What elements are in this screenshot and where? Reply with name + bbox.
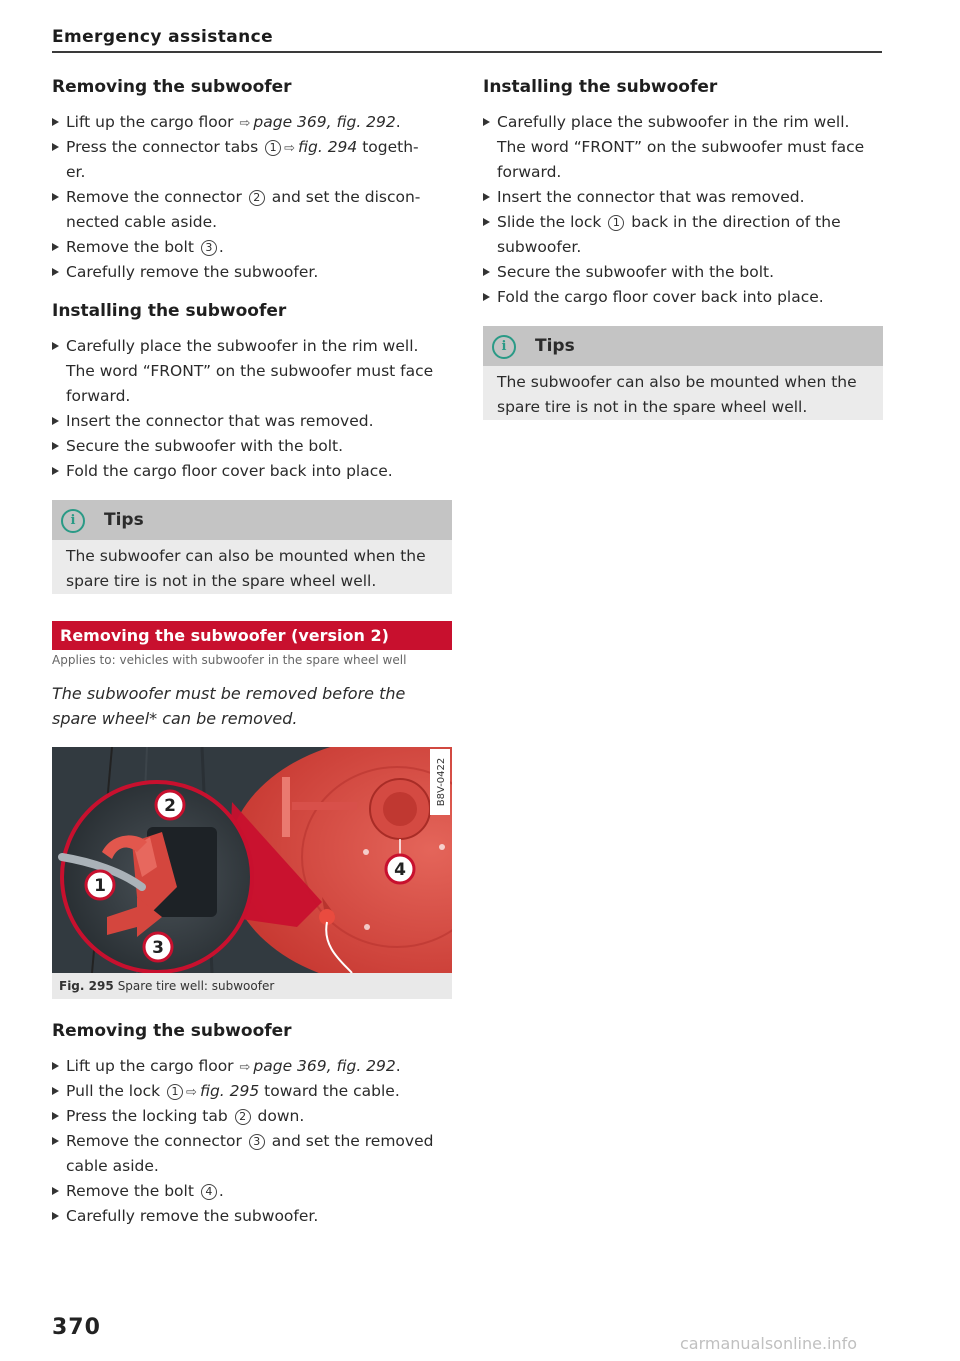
callout-2 [156, 791, 184, 819]
step: Remove the connector 2 and set the discon- [52, 185, 420, 210]
figure-caption: Fig. 295 Spare tire well: subwoofer [52, 973, 452, 999]
section-heading-bar: Removing the subwoofer (version 2) [52, 621, 452, 650]
bullet-triangle-icon [52, 467, 59, 475]
bullet-triangle-icon [483, 293, 490, 301]
section-title: Emergency assistance [52, 27, 274, 47]
tips-title: Tips [104, 510, 144, 530]
tips-title: Tips [535, 336, 575, 356]
bullet-triangle-icon [52, 193, 59, 201]
info-icon: i [492, 335, 516, 359]
bullet-triangle-icon [52, 1062, 59, 1070]
step-continuation: cable aside. [66, 1157, 159, 1175]
step: Remove the connector 3 and set the removed [52, 1129, 433, 1154]
tips-header [52, 500, 452, 540]
callout-number-icon: 2 [235, 1109, 251, 1125]
step: Remove the bolt 4 . [52, 1179, 224, 1204]
step: Secure the subwoofer with the bolt. [52, 434, 343, 459]
bullet-triangle-icon [52, 1212, 59, 1220]
arrow-right-icon: ⇨ [239, 116, 251, 131]
bullet-triangle-icon [483, 218, 490, 226]
bullet-triangle-icon [52, 268, 59, 276]
step: Carefully place the subwoofer in the rim well. [483, 110, 849, 135]
step: Press the locking tab 2 down. [52, 1104, 304, 1129]
figure-reference-link[interactable]: fig. 295 [199, 1082, 260, 1100]
page-reference-link[interactable]: page 369, fig. 292 [253, 1057, 396, 1075]
figure-reference-link[interactable]: fig. 294 [297, 138, 358, 156]
step-continuation: er. [66, 163, 86, 181]
bullet-triangle-icon [483, 268, 490, 276]
callout-number-icon: 1 [265, 140, 281, 156]
intro-text: The subwoofer must be removed before the [52, 684, 406, 703]
bullet-triangle-icon [52, 342, 59, 350]
removing-title: Removing the subwoofer [52, 1021, 292, 1041]
bullet-triangle-icon [483, 193, 490, 201]
step: Carefully place the subwoofer in the rim well. [52, 334, 418, 359]
tips-box [52, 500, 452, 594]
installing-title: Installing the subwoofer [52, 301, 287, 321]
bullet-triangle-icon [52, 243, 59, 251]
svg-text:1: 1 [94, 876, 106, 896]
info-icon: i [61, 509, 85, 533]
svg-text:3: 3 [152, 938, 164, 958]
step: Lift up the cargo floor ⇨ page 369, fig. 292. [52, 110, 401, 136]
installing-title: Installing the subwoofer [483, 77, 718, 97]
intro-text: spare wheel* can be removed. [52, 709, 298, 728]
applies-to-note: Applies to: vehicles with subwoofer in the spare wheel well [52, 653, 407, 667]
callout-number-icon: 3 [249, 1134, 265, 1150]
step: Press the connector tabs 1 ⇨ fig. 294 togeth- [52, 135, 419, 161]
tips-text: The subwoofer can also be mounted when the spare tire is not in the spare wheel well. [66, 547, 426, 590]
header-divider [52, 51, 882, 53]
step-continuation: The word “FRONT” on the subwoofer must face [66, 362, 434, 380]
watermark: carmanualsonline.info [680, 1334, 858, 1353]
step-continuation: forward. [66, 387, 131, 405]
bullet-triangle-icon [52, 1087, 59, 1095]
callout-number-icon: 1 [608, 215, 624, 231]
step-continuation: The word “FRONT” on the subwoofer must face [497, 138, 865, 156]
step-continuation: subwoofer. [497, 238, 582, 256]
bullet-triangle-icon [52, 143, 59, 151]
step: Remove the bolt 3 . [52, 235, 224, 260]
removing-title: Removing the subwoofer [52, 77, 292, 97]
tips-box [483, 326, 883, 420]
callout-number-icon: 1 [167, 1084, 183, 1100]
subwoofer-figure [52, 747, 452, 973]
step: Carefully remove the subwoofer. [52, 260, 318, 285]
step: Slide the lock 1 back in the direction of the [483, 210, 841, 235]
bullet-triangle-icon [483, 118, 490, 126]
step: Fold the cargo floor cover back into place. [483, 285, 824, 310]
page-reference-link[interactable]: page 369, fig. 292 [253, 113, 396, 131]
bullet-triangle-icon [52, 118, 59, 126]
step: Lift up the cargo floor ⇨ page 369, fig. 292. [52, 1054, 401, 1080]
tips-text: The subwoofer can also be mounted when the spare tire is not in the spare wheel well. [497, 373, 857, 416]
callout-number-icon: 2 [249, 190, 265, 206]
callout-number-icon: 3 [201, 240, 217, 256]
step: Pull the lock 1 ⇨ fig. 295 toward the cable. [52, 1079, 400, 1105]
figure-code: B8V-0422 [436, 757, 447, 807]
svg-text:4: 4 [394, 860, 406, 880]
bullet-triangle-icon [52, 442, 59, 450]
subwoofer-illustration [52, 747, 452, 973]
step: Insert the connector that was removed. [483, 185, 805, 210]
step-continuation: forward. [497, 163, 562, 181]
step: Carefully remove the subwoofer. [52, 1204, 318, 1229]
step-continuation: nected cable aside. [66, 213, 218, 231]
callout-3 [144, 933, 172, 961]
callout-1 [86, 871, 114, 899]
bullet-triangle-icon [52, 1137, 59, 1145]
tips-header [483, 326, 883, 366]
arrow-right-icon: ⇨ [284, 141, 295, 156]
svg-text:2: 2 [164, 796, 176, 816]
page-number: 370 [52, 1315, 101, 1340]
step: Secure the subwoofer with the bolt. [483, 260, 774, 285]
callout-number-icon: 4 [201, 1184, 217, 1200]
arrow-right-icon: ⇨ [239, 1060, 251, 1075]
callout-4 [386, 855, 414, 883]
bullet-triangle-icon [52, 417, 59, 425]
step: Fold the cargo floor cover back into place. [52, 459, 393, 484]
bullet-triangle-icon [52, 1187, 59, 1195]
bullet-triangle-icon [52, 1112, 59, 1120]
arrow-right-icon: ⇨ [186, 1085, 197, 1100]
step: Insert the connector that was removed. [52, 409, 374, 434]
